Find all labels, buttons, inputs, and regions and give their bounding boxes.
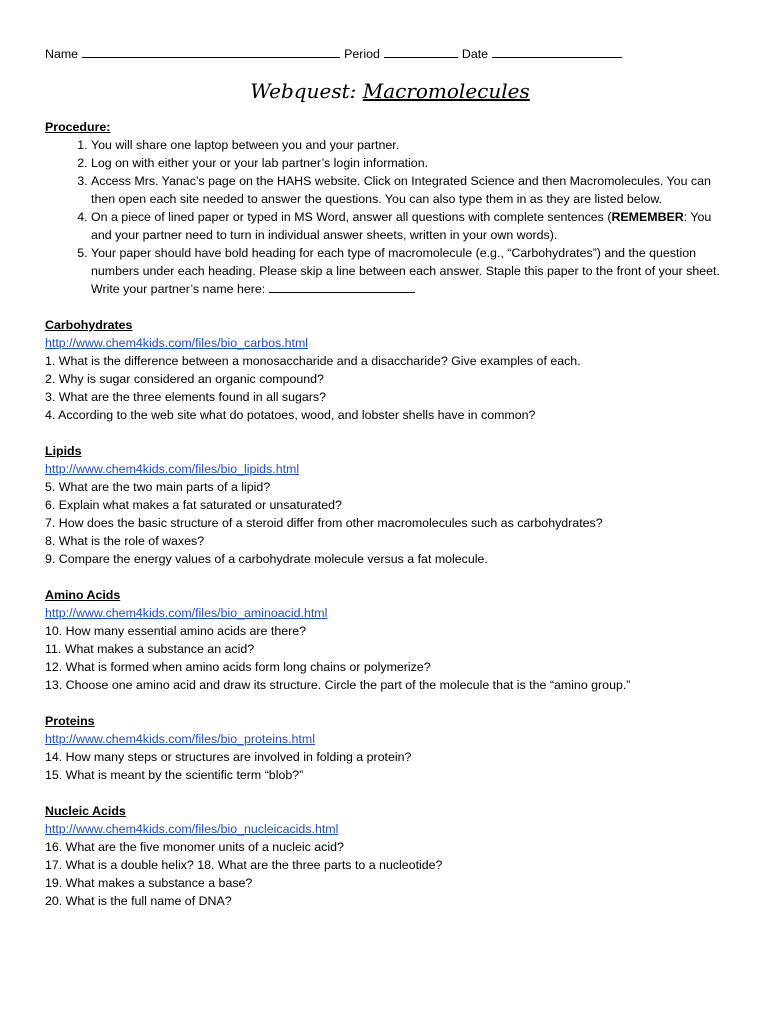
procedure-item <box>91 244 735 298</box>
section-link[interactable]: http://www.chem4kids.com/files/bio_aminoacid.html <box>45 606 328 620</box>
procedure-section <box>45 118 735 298</box>
question: 6. Explain what makes a fat saturated or unsaturated? <box>45 498 342 512</box>
section-heading: Proteins <box>45 714 95 728</box>
question: 4. According to the web site what do potatoes, wood, and lobster shells have in common? <box>45 408 536 422</box>
question: 12. What is formed when amino acids form long chains or polymerize? <box>45 660 431 674</box>
page-title <box>45 78 735 104</box>
procedure-item-text: On a piece of lined paper or typed in MS Word, answer all questions with complete sentences ( <box>91 210 612 224</box>
question: 17. What is a double helix? 18. What are the three parts to a nucleotide? <box>45 858 443 872</box>
question: 8. What is the role of waxes? <box>45 534 205 548</box>
date-blank <box>492 44 622 58</box>
procedure-item-text: Your paper should have bold heading for each type of macromolecule (e.g., “Carbohydrates”) and the question numbers under each heading. Please skip a line between each answer. Staple this paper to the front of your sheet. Write your partner’s name here: <box>91 246 720 296</box>
question: 2. Why is sugar considered an organic compound? <box>45 372 324 386</box>
partner-name-blank <box>269 280 415 293</box>
period-label: Period <box>344 47 380 61</box>
section-heading: Carbohydrates <box>45 318 133 332</box>
carbohydrates-section <box>45 316 735 424</box>
section-link[interactable]: http://www.chem4kids.com/files/bio_carbos.html <box>45 336 309 350</box>
date-label: Date <box>461 47 489 61</box>
question: 7. How does the basic structure of a steroid differ from other macromolecules such as carbohydrates? <box>45 516 603 530</box>
procedure-list <box>45 136 735 298</box>
section-heading: Nucleic Acids <box>45 804 126 818</box>
period-blank <box>384 44 458 58</box>
title-main: Macromolecules <box>362 79 530 103</box>
question: 11. What makes a substance an acid? <box>45 642 255 656</box>
question: 9. Compare the energy values of a carbohydrate molecule versus a fat molecule. <box>45 552 488 566</box>
question: 16. What are the five monomer units of a nucleic acid? <box>45 840 344 854</box>
section-link[interactable]: http://www.chem4kids.com/files/bio_lipids.html <box>45 462 300 476</box>
question: 20. What is the full name of DNA? <box>45 894 232 908</box>
question: 19. What makes a substance a base? <box>45 876 253 890</box>
proteins-section <box>45 712 735 784</box>
name-label: Name <box>45 47 79 61</box>
header-fields <box>45 44 735 66</box>
procedure-item <box>91 208 735 244</box>
amino-acids-section <box>45 586 735 694</box>
name-blank <box>82 44 340 58</box>
worksheet-page <box>45 44 735 910</box>
procedure-item-text: : You and your partner need to turn in individual answer sheets, written in your own words). <box>91 210 712 242</box>
section-link[interactable]: http://www.chem4kids.com/files/bio_proteins.html <box>45 732 315 746</box>
section-heading: Amino Acids <box>45 588 121 602</box>
procedure-item: 2. Log on with either your or your lab partner’s login information. <box>91 154 735 172</box>
question: 15. What is meant by the scientific term “blob?” <box>45 768 304 782</box>
remember-emphasis: REMEMBER <box>611 210 684 224</box>
section-heading: Lipids <box>45 444 82 458</box>
question: 1. What is the difference between a monosaccharide and a disaccharide? Give examples of each. <box>45 354 581 368</box>
nucleic-acids-section <box>45 802 735 910</box>
question: 10. How many essential amino acids are there? <box>45 624 307 638</box>
lipids-section <box>45 442 735 568</box>
procedure-item: 3. Access Mrs. Yanac’s page on the HAHS website. Click on Integrated Science and then Macromolecules. You can then open each site needed to answer the questions. You can also type them in as they are listed below. <box>91 172 735 208</box>
question: 5. What are the two main parts of a lipid? <box>45 480 271 494</box>
title-prefix: Webquest: <box>250 79 357 103</box>
question: 13. Choose one amino acid and draw its structure. Circle the part of the molecule that is the “amino group.” <box>45 678 631 692</box>
procedure-heading: Procedure: <box>45 120 111 134</box>
procedure-item: 1. You will share one laptop between you and your partner. <box>91 136 735 154</box>
question: 3. What are the three elements found in all sugars? <box>45 390 327 404</box>
question: 14. How many steps or structures are involved in folding a protein? <box>45 750 412 764</box>
section-link[interactable]: http://www.chem4kids.com/files/bio_nucleicacids.html <box>45 822 339 836</box>
